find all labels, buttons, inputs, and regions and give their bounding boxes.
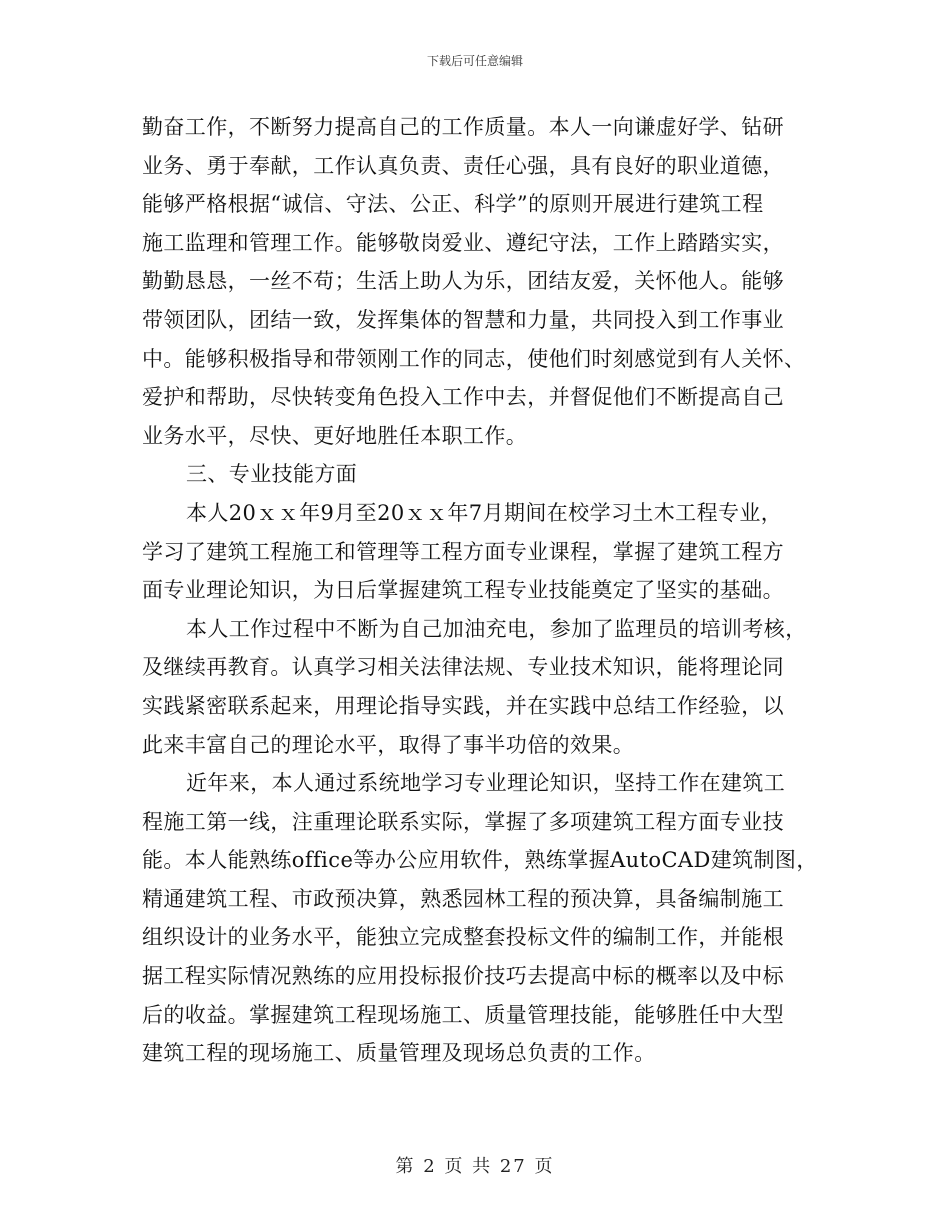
body-line: 本人20ｘｘ年9月至20ｘｘ年7月期间在校学习土木工程专业，	[186, 500, 783, 525]
body-line: 能。本人能熟练office等办公应用软件，熟练掌握AutoCAD建筑制图，	[142, 848, 818, 873]
body-line: 据工程实际情况熟练的应用投标报价技巧去提高中标的概率以及中标	[142, 964, 784, 989]
body-line: 勤勤恳恳，一丝不苟；生活上助人为乐，团结友爱，关怀他人。能够	[142, 269, 784, 294]
body-line: 本人工作过程中不断为自己加油充电，参加了监理员的培训考核，	[186, 616, 807, 641]
body-line: 精通建筑工程、市政预决算，熟悉园林工程的预决算，具备编制施工	[142, 886, 784, 911]
body-line: 后的收益。掌握建筑工程现场施工、质量管理技能，能够胜任中大型	[142, 1002, 784, 1027]
body-line: 业务水平，尽快、更好地胜任本职工作。	[142, 423, 528, 448]
body-line: 面专业理论知识，为日后掌握建筑工程专业技能奠定了坚实的基础。	[142, 578, 784, 603]
document-body	[142, 108, 818, 1073]
body-line: 程施工第一线，注重理论联系实际，掌握了多项建筑工程方面专业技	[142, 809, 784, 834]
body-line: 业务、勇于奉献，工作认真负责、责任心强，具有良好的职业道德，	[142, 153, 784, 178]
body-line: 勤奋工作，不断努力提高自己的工作质量。本人一向谦虚好学、钻研	[142, 115, 784, 139]
body-line: 施工监理和管理工作。能够敬岗爱业、遵纪守法，工作上踏踏实实，	[142, 230, 784, 255]
body-line: 爱护和帮助，尽快转变角色投入工作中去，并督促他们不断提高自己	[142, 385, 784, 410]
page-number: 第 2 页 共 27 页	[395, 1156, 555, 1177]
body-line: 能够严格根据“诚信、守法、公正、科学”的原则开展进行建筑工程	[142, 192, 764, 217]
body-line: 此来丰富自己的理论水平，取得了事半功倍的效果。	[142, 732, 635, 757]
body-line: 学习了建筑工程施工和管理等工程方面专业课程，掌握了建筑工程方	[142, 539, 784, 564]
body-line: 建筑工程的现场施工、质量管理及现场总负责的工作。	[142, 1041, 656, 1066]
body-line: 及继续再教育。认真学习相关法律法规、专业技术知识，能将理论同	[142, 655, 784, 680]
body-line: 组织设计的业务水平，能独立完成整套投标文件的编制工作，并能根	[142, 925, 784, 950]
body-line: 实践紧密联系起来，用理论指导实践，并在实践中总结工作经验，以	[142, 693, 784, 718]
body-line: 带领团队，团结一致，发挥集体的智慧和力量，共同投入到工作事业	[142, 307, 784, 332]
section-heading: 三、专业技能方面	[186, 462, 358, 487]
body-line: 中。能够积极指导和带领刚工作的同志，使他们时刻感觉到有人关怀、	[142, 346, 806, 371]
page-header: 下载后可任意编辑	[426, 54, 523, 68]
body-line: 近年来，本人通过系统地学习专业理论知识，坚持工作在建筑工	[186, 771, 786, 796]
